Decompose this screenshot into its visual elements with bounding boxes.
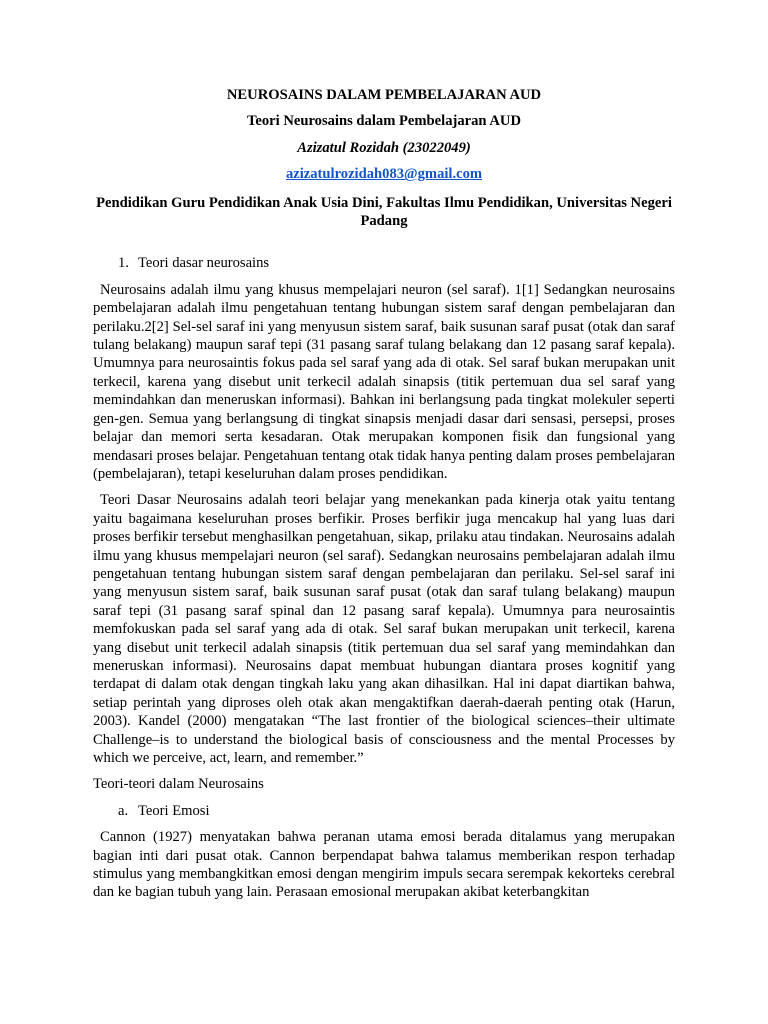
- section-1-heading: [93, 254, 675, 272]
- section-1-title: Teori dasar neurosains: [138, 255, 270, 272]
- author-email: [93, 165, 675, 183]
- author-name: Azizatul Rozidah (23022049): [297, 139, 471, 156]
- subsection-a-heading: [93, 802, 675, 820]
- section-2-heading: Teori-teori dalam Neurosains: [93, 776, 264, 793]
- author-affiliation: Pendidikan Guru Pendidikan Anak Usia Dini, Fakultas Ilmu Pendidikan, Universitas Negeri Padang: [96, 194, 672, 230]
- document-subtitle: Teori Neurosains dalam Pembelajaran AUD: [246, 113, 522, 130]
- document-title: NEUROSAINS DALAM PEMBELAJARAN AUD: [226, 87, 542, 103]
- section-1-number: 1.: [118, 255, 129, 272]
- email-link[interactable]: azizatulrozidah083@gmail.com: [285, 166, 483, 183]
- section-1-paragraph-1: Neurosains adalah ilmu yang khusus mempelajari neuron (sel saraf). 1[1] Sedangkan neurosains pembelajaran adalah ilmu pengetahuan tentang hubungan sistem saraf dengan pembelajaran dan perilaku.2[2] Sel-sel saraf ini yang menyusun sistem saraf, baik susunan saraf pusat (otak dan saraf tulang belakang) maupun saraf tepi (31 pasang saraf tulang belakang dan 12 pasang saraf kepala). Umumnya para neurosaintis fokus pada sel saraf yang ada di otak. Sel saraf bukan merupakan unit terkecil, karena yang disebut unit terkecil adalah sinapsis (titik pertemuan dua sel saraf yang memindahkan dan meneruskan informasi). Bahkan ini berlangsung pada tingkat molekuler seperti gen-gen. Semua yang berlangsung di tingkat sinapsis menjadi dasar dari sensasi, persepsi, proses belajar dan memori serta kesadaran. Otak merupakan komponen fisik dan fungsional yang mendasari proses belajar. Pengetahuan tentang otak tidak hanya penting dalam proses pembelajaran (pembelajaran), tetapi keseluruhan dalam proses pendidikan.: [93, 281, 675, 482]
- subsection-a-number: a.: [118, 802, 129, 819]
- subsection-a-paragraph-1: Cannon (1927) menyatakan bahwa peranan utama emosi berada ditalamus yang merupakan bagian inti dari pusat otak. Cannon berpendapat bahwa talamus memberikan respon terhadap stimulus yang membangkitkan emosi dengan mengirim impuls secara serempak kekorteks cerebral dan ke bagian tubuh yang lain. Perasaan emosional merupakan akibat keterbangkitan: [93, 829, 675, 901]
- subsection-a-title: Teori Emosi: [138, 802, 210, 819]
- section-1-paragraph-2: Teori Dasar Neurosains adalah teori belajar yang menekankan pada kinerja otak yaitu tentang yaitu bagaimana keseluruhan proses berfikir. Proses berfikir juga mencakup hal yang luas dari proses berfikir tersebut menghasilkan pengetahuan, sikap, prilaku atau tindakan. Neurosains adalah ilmu yang khusus mempelajari neuron (sel saraf). Sedangkan neurosains pembelajaran adalah ilmu pengetahuan tentang hubungan sistem saraf dengan pembelajaran dan perilaku. Sel-sel saraf ini yang menyusun sistem saraf, baik susunan saraf pusat (otak dan saraf tulang belakang) maupun saraf tepi (31 pasang saraf spinal dan 12 pasang saraf kepala). Umumnya para neurosaintis memfokuskan pada sel saraf yang ada di otak. Sel saraf bukan merupakan unit terkecil, karena yang disebut unit terkecil adalah sinapsis (titik pertemuan dua sel saraf yang memindahkan dan meneruskan informasi). Neurosains dapat membuat hubungan diantara proses kognitif yang terdapat di dalam otak dengan tingkah laku yang akan dihasilkan. Hal ini dapat diartikan bahwa, setiap perintah yang diproses oleh otak akan mengaktifkan daerah-daerah penting otak (Harun, 2003). Kandel (2000) mengatakan “The last frontier of the biological sciences–their ultimate Challenge–is to understand the biological basis of consciousness and the mental Processes by which we perceive, act, learn, and remember.”: [93, 492, 675, 766]
